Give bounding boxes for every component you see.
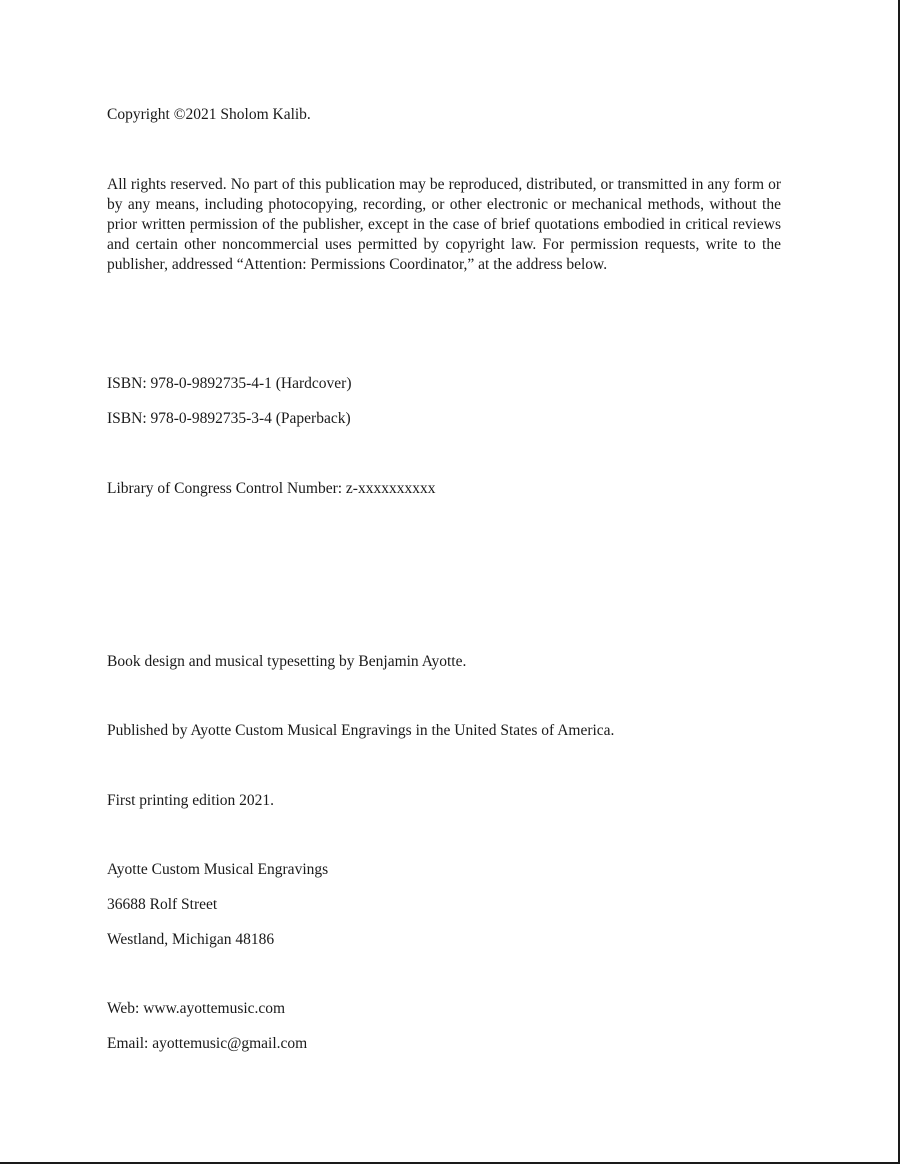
copyright-line: Copyright ©2021 Sholom Kalib.	[107, 106, 311, 123]
address-city: Westland, Michigan 48186	[107, 931, 275, 948]
address-street: 36688 Rolf Street	[107, 896, 218, 913]
edition-line: First printing edition 2021.	[107, 792, 275, 809]
address-name: Ayotte Custom Musical Engravings	[107, 861, 329, 878]
web-line: Web: www.ayottemusic.com	[107, 1000, 286, 1017]
published-by: Published by Ayotte Custom Musical Engravings in the United States of America.	[107, 722, 615, 739]
rights-paragraph: All rights reserved. No part of this publication may be reproduced, distributed, or transmitted in any form or by any means, including photocopying, recording, or other electronic or mechanical methods, without the prior written permission of the publisher, except in the case of brief quotations embodied in critical reviews and certain other noncommercial uses permitted by copyright law. For permission requests, write to the publisher, addressed “Attention: Permissions Coordinator,” at the address below.	[107, 176, 781, 273]
isbn-paperback: ISBN: 978-0-9892735-3-4 (Paperback)	[107, 410, 351, 427]
lccn-line: Library of Congress Control Number: z-xxxxxxxxxx	[107, 480, 436, 497]
isbn-hardcover: ISBN: 978-0-9892735-4-1 (Hardcover)	[107, 375, 352, 392]
design-credits: Book design and musical typesetting by Benjamin Ayotte.	[107, 653, 467, 670]
email-line: Email: ayottemusic@gmail.com	[107, 1035, 308, 1052]
